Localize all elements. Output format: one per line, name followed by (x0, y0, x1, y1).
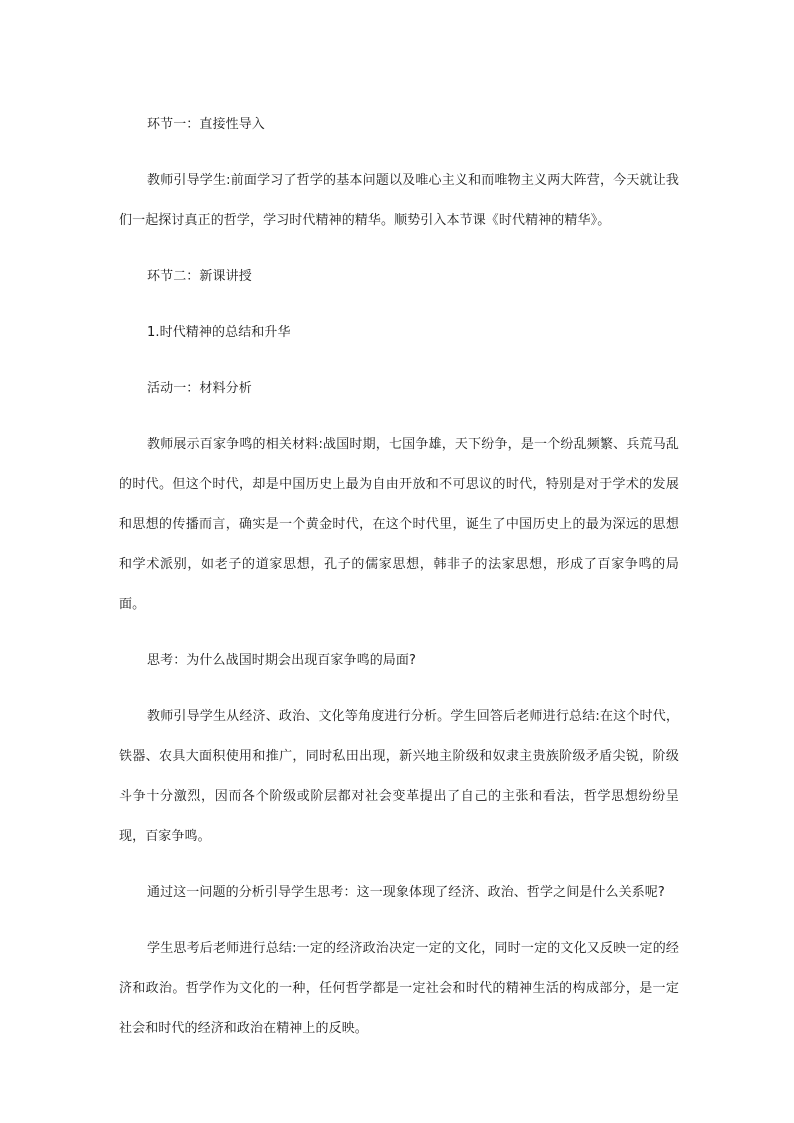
paragraph-material: 教师展示百家争鸣的相关材料:战国时期，七国争雄，天下纷争，是一个纷乱频繁、兵荒马乱的时代。但这个时代，却是中国历史上最为自由开放和不可思议的时代，特别是对于学术的发展和思想的传播而言，确实是一个黄金时代，在这个时代里，诞生了中国历史上的最为深远的思想和学术派别，如老子的道家思想，孔子的儒家思想，韩非子的法家思想，形成了百家争鸣的局面。 (119, 437, 679, 612)
question-1: 思考：为什么战国时期会出现百家争鸣的局面? (147, 653, 416, 668)
subsection-heading-1: 1.时代精神的总结和升华 (147, 325, 291, 340)
paragraph-analysis: 教师引导学生从经济、政治、文化等角度进行分析。学生回答后老师进行总结:在这个时代，铁器、农具大面积使用和推广，同时私田出现，新兴地主阶级和奴隶主贵族阶级矛盾尖锐，阶级斗争十分激烈，因而各个阶级或阶层都对社会变革提出了自己的主张和看法，哲学思想纷纷呈现，百家争鸣。 (119, 709, 679, 844)
paragraph-summary: 学生思考后老师进行总结:一定的经济政治决定一定的文化，同时一定的文化又反映一定的经济和政治。哲学作为文化的一种，任何哲学都是一定社会和时代的精神生活的构成部分，是一定社会和时代的经济和政治在精神上的反映。 (119, 941, 679, 1036)
paragraph-intro: 教师引导学生:前面学习了哲学的基本问题以及唯心主义和而唯物主义两大阵营，今天就让我们一起探讨真正的哲学，学习时代精神的精华。顺势引入本节课《时代精神的精华》。 (119, 173, 679, 228)
document-body (119, 105, 679, 1065)
section-heading-1: 环节一：直接性导入 (147, 117, 265, 132)
question-2: 通过这一问题的分析引导学生思考：这一现象体现了经济、政治、哲学之间是什么关系呢? (147, 885, 665, 900)
activity-heading-1: 活动一：材料分析 (147, 381, 252, 396)
section-heading-2: 环节二：新课讲授 (147, 269, 252, 284)
